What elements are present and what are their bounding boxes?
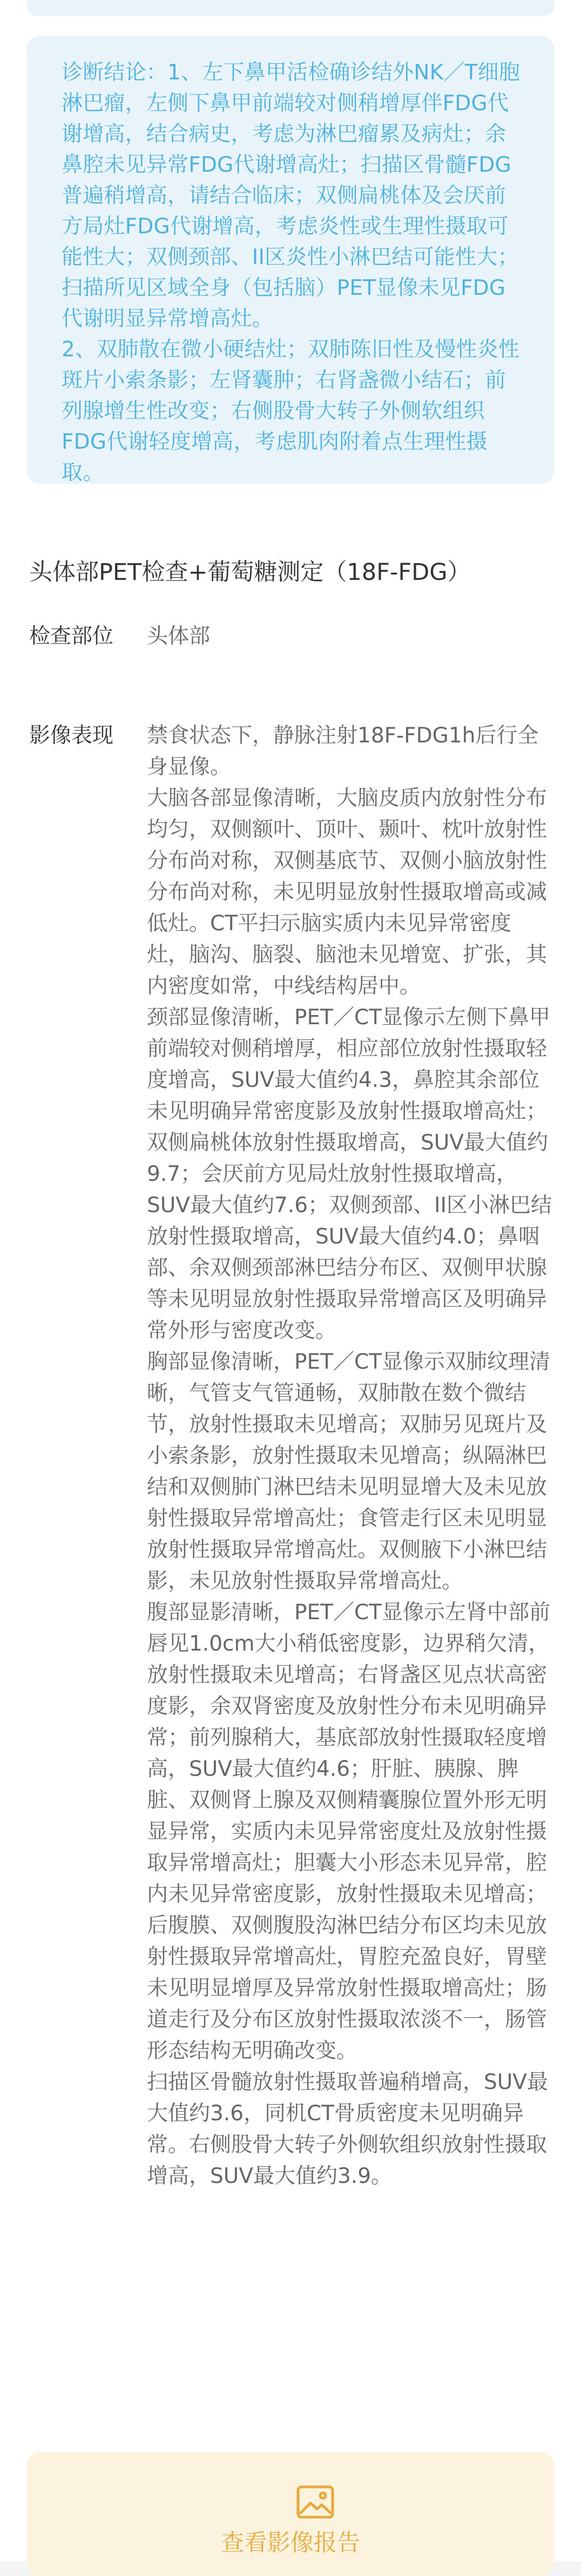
findings-paragraph-3: 颈部显像清晰，PET／CT显像示左侧下鼻甲前端较对侧稍增厚，相应部位放射性摄取轻度增高，SUV最大值约4.3，鼻腔其余部位未见明确异常密度影及放射性摄取增高灶；双侧扁桃体放射性摄取增高，SUV最大值约9.7；会厌前方见局灶放射性摄取增高，SUV最大值约7.6；双侧颈部、II区小淋巴结放射性摄取增高，SUV最大值约4.0；鼻咽部、余双侧颈部淋巴结分布区、双侧甲状腺等未见明显放射性摄取异常增高区及明确异常外形与密度改变。 — [147, 1005, 552, 1343]
exam-region-label: 检查部位 — [29, 624, 114, 648]
imaging-findings — [147, 720, 552, 2192]
findings-paragraph-1: 禁食状态下，静脉注射18F-FDG1h后行全身显像。 — [147, 724, 539, 779]
view-image-report-label: 查看影像报告 — [221, 2530, 360, 2557]
view-image-report-button[interactable] — [27, 2452, 554, 2576]
findings-paragraph-6: 扫描区骨髓放射性摄取普遍稍增高，SUV最大值约3.6，同机CT骨质密度未见明确异常。右侧股骨大转子外侧软组织放射性摄取增高，SUV最大值约3.9。 — [147, 2070, 548, 2188]
findings-paragraph-4: 胸部显像清晰，PET／CT显像示双肺纹理清晰，气管支气管通畅，双肺散在数个微结节，放射性摄取未见增高；双肺另见斑片及小索条影，放射性摄取未见增高；纵隔淋巴结和双侧肺门淋巴结未见明显增大及未见放射性摄取异常增高灶；食管走行区未见明显放射性摄取异常增高灶。双侧腋下小淋巴结影，未见放射性摄取异常增高灶。 — [147, 1350, 551, 1593]
findings-paragraph-2: 大脑各部显像清晰，大脑皮质内放射性分布均匀，双侧额叶、顶叶、颞叶、枕叶放射性分布尚对称，双侧基底节、双侧小脑放射性分布尚对称，未见明显放射性摄取增高或减低灶。CT平扫示脑实质内未见异常密度灶，脑沟、脑裂、脑池未见增宽、扩张，其内密度如常，中线结构居中。 — [147, 786, 548, 998]
exam-title: 头体部PET检查+葡萄糖测定（18F-FDG） — [29, 559, 471, 586]
conclusion-paragraph-1: 诊断结论：1、左下鼻甲活检确诊结外NK／T细胞淋巴瘤，左侧下鼻甲前端较对侧稍增厚伴FDG代谢增高，结合病史，考虑为淋巴瘤累及病灶；余鼻腔未见异常FDG代谢增高灶；扫描区骨髓FDG普遍稍增高，请结合临床；双侧扁桃体及会厌前方局灶FDG代谢增高，考虑炎性或生理性摄取可能性大；双侧颈部、II区炎性小淋巴结可能性大；扫描所见区域全身（包括脑）PET显像未见FDG代谢明显异常增高灶。 — [62, 60, 520, 331]
imaging-findings-label: 影像表现 — [29, 724, 114, 748]
conclusion-paragraph-2: 2、双肺散在微小硬结灶；双肺陈旧性及慢性炎性斑片小索条影；左肾囊肿；右肾盏微小结石；前列腺增生性改变；右侧股骨大转子外侧软组织FDG代谢轻度增高，考虑肌肉附着点生理性摄取。 — [62, 337, 520, 485]
diagnosis-conclusion-box — [27, 36, 554, 484]
exam-region-value: 头体部 — [147, 624, 211, 648]
previous-card-edge — [27, 0, 554, 16]
findings-paragraph-5: 腹部显影清晰，PET／CT显像示左肾中部前唇见1.0cm大小稍低密度影，边界稍欠清，放射性摄取未见增高；右肾盏区见点状高密度影，余双肾密度及放射性分布未见明确异常；前列腺稍大，基底部放射性摄取轻度增高，SUV最大值约4.6；肝脏、胰腺、脾脏、双侧肾上腺及双侧精囊腺位置外形无明显异常，实质内未见异常密度灶及放射性摄取异常增高灶；胆囊大小形态未见异常，腔内未见异常密度影，放射性摄取未见增高；后腹膜、双侧腹股沟淋巴结分布区均未见放射性摄取异常增高灶，胃腔充盈良好，胃壁未见明显增厚及异常放射性摄取增高灶；肠道走行及分布区放射性摄取浓淡不一，肠管形态结构无明确改变。 — [147, 1600, 551, 2063]
image-report-icon — [295, 2484, 335, 2520]
